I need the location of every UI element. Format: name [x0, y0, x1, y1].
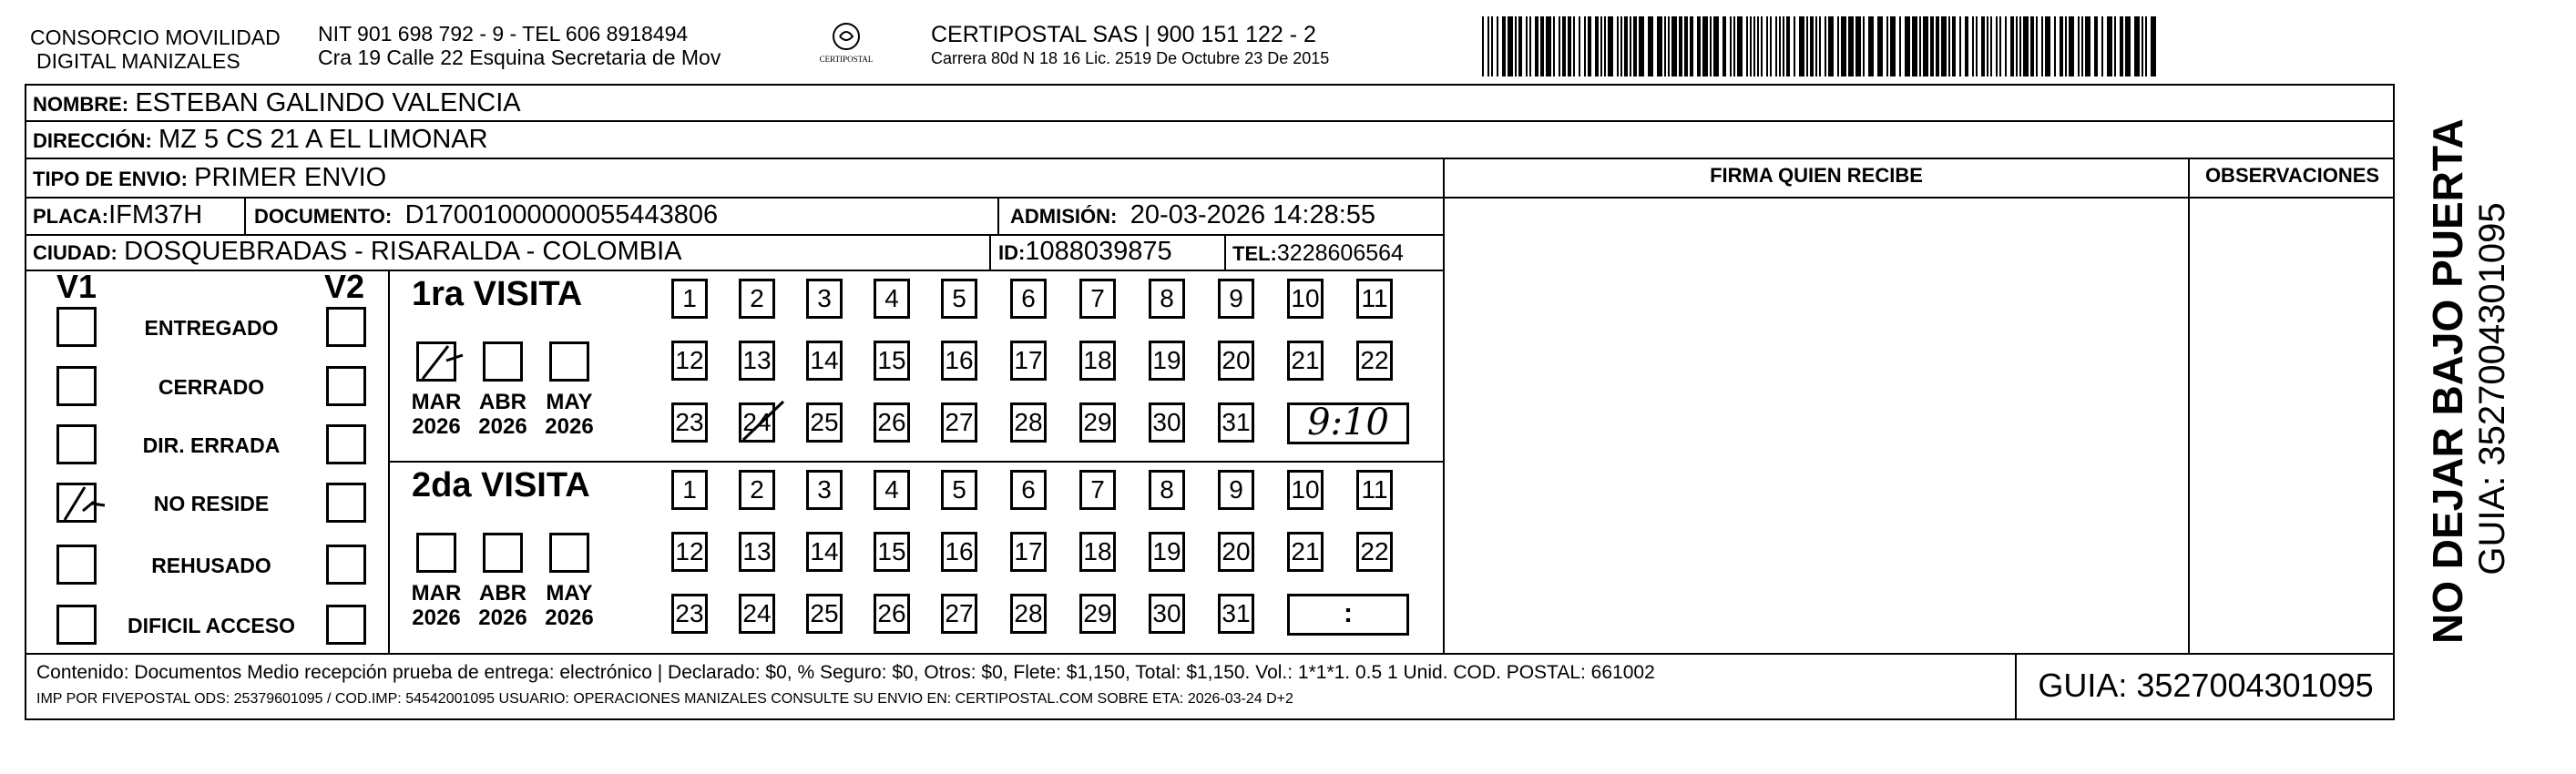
admision-value: 20-03-2026 14:28:55 — [1130, 200, 1376, 229]
side-text — [2410, 118, 2529, 644]
signature-area[interactable] — [1448, 200, 2184, 650]
visit-title: 1ra VISITA — [412, 275, 583, 313]
day-box[interactable]: 26 — [874, 402, 910, 443]
day-box[interactable]: 7 — [1079, 279, 1116, 319]
status-label: REHUSADO — [151, 554, 271, 577]
day-box[interactable]: 21 — [1287, 532, 1324, 572]
day-box[interactable]: 31 — [1218, 594, 1254, 634]
month-checkbox[interactable] — [483, 341, 523, 382]
day-box[interactable]: 7 — [1079, 470, 1116, 510]
v2-checkbox[interactable] — [326, 545, 366, 585]
contenido-text: Contenido: Documentos Medio recepción prueba de entrega: electrónico | Declarado: $0, % Seguro: $0, Otros: $0, Flete: $1,150, Total: $1,150. Vol.: 1*1*1. 0.5 1 Unid. COD. POSTAL: 661002 — [36, 662, 1655, 683]
status-label: DIFICIL ACCESO — [127, 614, 295, 637]
day-box[interactable]: 10 — [1287, 470, 1324, 510]
observaciones-area[interactable] — [2192, 200, 2392, 650]
day-box[interactable]: 21 — [1287, 341, 1324, 381]
month-label: MAY 2026 — [545, 581, 594, 630]
v1-checkbox[interactable] — [56, 605, 97, 645]
day-box[interactable]: 27 — [941, 402, 977, 443]
v1-checkbox[interactable] — [56, 307, 97, 347]
nombre-value: ESTEBAN GALINDO VALENCIA — [135, 88, 521, 117]
day-box[interactable]: 5 — [941, 279, 977, 319]
direccion-field: DIRECCIÓN: MZ 5 CS 21 A EL LIMONAR — [33, 125, 488, 154]
nombre-field: NOMBRE: ESTEBAN GALINDO VALENCIA — [33, 88, 521, 117]
month-checkbox[interactable] — [416, 341, 456, 382]
day-box[interactable]: 19 — [1149, 532, 1185, 572]
placa-field: PLACA:IFM37H — [33, 200, 203, 229]
direccion-value: MZ 5 CS 21 A EL LIMONAR — [158, 125, 488, 154]
status-label: NO RESIDE — [153, 492, 270, 515]
day-box[interactable]: 28 — [1010, 402, 1047, 443]
day-box[interactable]: 16 — [941, 532, 977, 572]
company-contact: NIT 901 698 792 - 9 - TEL 606 8918494 Cra 19 Calle 22 Esquina Secretaria de Mov — [318, 22, 721, 69]
documento-value: D17001000000055443806 — [404, 200, 719, 229]
day-box[interactable]: 6 — [1010, 279, 1047, 319]
month-label: MAY 2026 — [545, 390, 594, 439]
day-box[interactable]: 1 — [671, 470, 708, 510]
month-checkbox[interactable] — [549, 341, 589, 382]
day-box[interactable]: 22 — [1356, 532, 1393, 572]
admision-field: ADMISIÓN: 20-03-2026 14:28:55 — [1010, 200, 1376, 229]
status-label: ENTREGADO — [144, 316, 279, 340]
day-box[interactable]: 4 — [874, 470, 910, 510]
day-box[interactable]: 31 — [1218, 402, 1254, 443]
day-box[interactable]: 25 — [806, 402, 843, 443]
day-box[interactable]: 29 — [1079, 594, 1116, 634]
side-guia: GUIA: 3527004301095 — [2472, 202, 2512, 575]
v2-header: V2 — [324, 268, 365, 305]
day-box[interactable]: 30 — [1149, 402, 1185, 443]
footer-guia: GUIA: 3527004301095 — [2038, 667, 2374, 704]
visit-title: 2da VISITA — [412, 466, 590, 504]
day-box[interactable]: 4 — [874, 279, 910, 319]
day-box[interactable]: 15 — [874, 532, 910, 572]
day-box[interactable]: 13 — [739, 532, 775, 572]
day-box[interactable]: 8 — [1149, 470, 1185, 510]
day-box[interactable]: 3 — [806, 470, 843, 510]
month-label: ABR 2026 — [478, 390, 527, 439]
day-box[interactable]: 24 — [739, 594, 775, 634]
id-field: ID:1088039875 — [998, 237, 1172, 266]
day-box[interactable]: 26 — [874, 594, 910, 634]
tel-value: 3228606564 — [1276, 240, 1404, 266]
day-box[interactable]: 19 — [1149, 341, 1185, 381]
month-label: MAR 2026 — [411, 390, 462, 439]
day-box[interactable]: 2 — [739, 470, 775, 510]
id-value: 1088039875 — [1025, 237, 1172, 266]
day-box[interactable]: 12 — [671, 532, 708, 572]
certipostal-logo — [814, 18, 878, 67]
month-checkbox[interactable] — [483, 533, 523, 573]
day-box[interactable]: 18 — [1079, 341, 1116, 381]
day-box[interactable]: 16 — [941, 341, 977, 381]
observaciones-header: OBSERVACIONES — [2204, 164, 2380, 187]
day-box[interactable]: 15 — [874, 341, 910, 381]
imp-text: IMP POR FIVEPOSTAL ODS: 25379601095 / COD.IMP: 54542001095 USUARIO: OPERACIONES MANIZALES CONSULTE SU ENVIO EN: CERTIPOSTAL.COM SOBRE ETA: 2026-03-24 D+2 — [36, 691, 1293, 707]
day-box[interactable]: 20 — [1218, 532, 1254, 572]
v2-checkbox[interactable] — [326, 605, 366, 645]
day-box[interactable]: 23 — [671, 402, 708, 443]
day-box[interactable]: 28 — [1010, 594, 1047, 634]
tel-field: TEL:3228606564 — [1232, 240, 1404, 266]
day-box[interactable]: 9 — [1218, 279, 1254, 319]
day-box[interactable]: 27 — [941, 594, 977, 634]
v2-checkbox[interactable] — [326, 483, 366, 523]
day-box[interactable]: 29 — [1079, 402, 1116, 443]
day-box[interactable]: 20 — [1218, 341, 1254, 381]
firma-header: FIRMA QUIEN RECIBE — [1710, 164, 1923, 187]
time-field[interactable]: 9:10 — [1287, 402, 1409, 444]
day-box[interactable]: 5 — [941, 470, 977, 510]
ciudad-field: CIUDAD: DOSQUEBRADAS - RISARALDA - COLOMBIA — [33, 237, 682, 266]
day-box[interactable]: 6 — [1010, 470, 1047, 510]
month-label: MAR 2026 — [411, 581, 462, 630]
v2-checkbox[interactable] — [326, 366, 366, 406]
day-box[interactable]: 17 — [1010, 532, 1047, 572]
day-box[interactable]: 24 — [739, 402, 775, 443]
day-box[interactable]: 17 — [1010, 341, 1047, 381]
day-box[interactable]: 9 — [1218, 470, 1254, 510]
day-box[interactable]: 23 — [671, 594, 708, 634]
day-box[interactable]: 14 — [806, 532, 843, 572]
day-box[interactable]: 11 — [1356, 470, 1393, 510]
v1-checkbox[interactable] — [56, 545, 97, 585]
tipo-envio-field: TIPO DE ENVIO: PRIMER ENVIO — [33, 163, 387, 192]
time-field[interactable]: : — [1287, 594, 1409, 636]
day-box[interactable]: 12 — [671, 341, 708, 381]
day-box[interactable]: 11 — [1356, 279, 1393, 319]
day-box[interactable]: 10 — [1287, 279, 1324, 319]
status-label: CERRADO — [158, 375, 265, 399]
v2-checkbox[interactable] — [326, 307, 366, 347]
documento-field: DOCUMENTO: D17001000000055443806 — [254, 200, 719, 229]
v1-checkbox[interactable] — [56, 366, 97, 406]
v1-checkbox[interactable] — [56, 424, 97, 464]
month-checkbox[interactable] — [416, 533, 456, 573]
day-box[interactable]: 18 — [1079, 532, 1116, 572]
day-box[interactable]: 22 — [1356, 341, 1393, 381]
day-box[interactable]: 30 — [1149, 594, 1185, 634]
month-checkbox[interactable] — [549, 533, 589, 573]
v1-checkbox[interactable] — [56, 483, 97, 523]
day-box[interactable]: 3 — [806, 279, 843, 319]
day-box[interactable]: 1 — [671, 279, 708, 319]
day-box[interactable]: 14 — [806, 341, 843, 381]
placa-value: IFM37H — [108, 200, 203, 229]
no-dejar-bajo-puerta: NO DEJAR BAJO PUERTA — [2424, 118, 2471, 644]
status-label: DIR. ERRADA — [142, 433, 281, 457]
v1-header: V1 — [56, 268, 97, 305]
day-box[interactable]: 8 — [1149, 279, 1185, 319]
month-label: ABR 2026 — [478, 581, 527, 630]
carrier-info: CERTIPOSTAL SAS | 900 151 122 - 2 Carrera 80d N 18 16 Lic. 2519 De Octubre 23 De 2015 — [931, 22, 1330, 67]
day-box[interactable]: 25 — [806, 594, 843, 634]
day-box[interactable]: 2 — [739, 279, 775, 319]
v2-checkbox[interactable] — [326, 424, 366, 464]
day-box[interactable]: 13 — [739, 341, 775, 381]
ciudad-value: DOSQUEBRADAS - RISARALDA - COLOMBIA — [124, 237, 682, 266]
svg-text:CERTIPOSTAL: CERTIPOSTAL — [819, 55, 874, 64]
barcode — [1482, 16, 2163, 76]
tipo-envio-value: PRIMER ENVIO — [194, 163, 387, 192]
company-name: CONSORCIO MOVILIDAD DIGITAL MANIZALES — [30, 25, 281, 73]
